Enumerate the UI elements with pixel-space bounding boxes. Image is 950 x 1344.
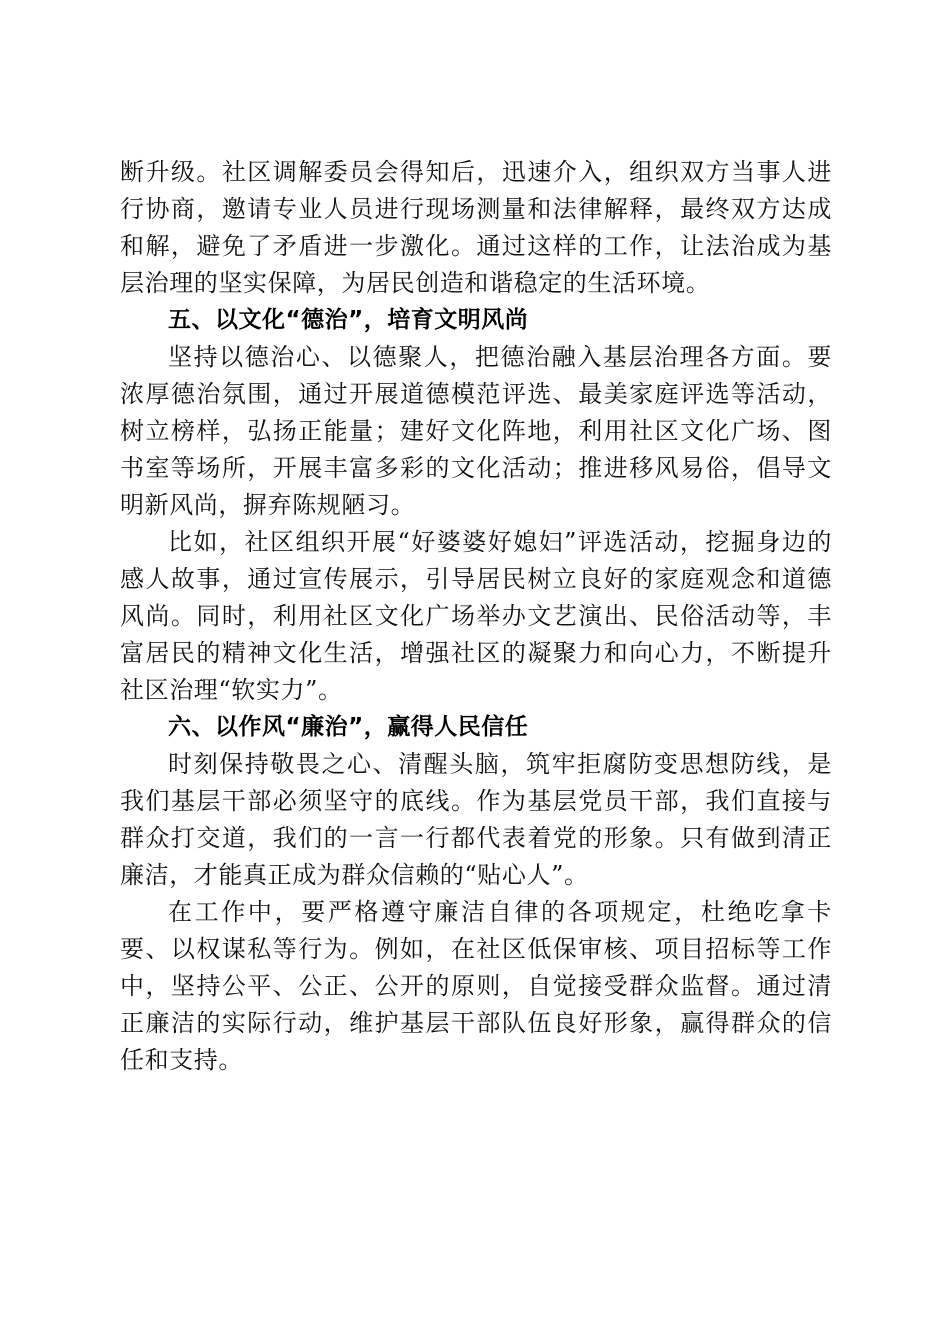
paragraph-5-2: 比如，社区组织开展“好婆婆好媳妇”评选活动，挖掘身边的感人故事，通过宣传展示，引导居民树立良好的家庭观念和道德风尚。同时，利用社区文化广场举办文艺演出、民俗活动等，丰富居民的精神文化生活，增强社区的凝聚力和向心力，不断提升社区治理“软实力”。 <box>120 528 832 704</box>
paragraph-6-2: 在工作中，要严格遵守廉洁自律的各项规定，杜绝吃拿卡要、以权谋私等行为。例如，在社区低保审核、项目招标等工作中，坚持公平、公正、公开的原则，自觉接受群众监督。通过清正廉洁的实际行动，维护基层干部队伍良好形象，赢得群众的信任和支持。 <box>120 898 832 1074</box>
section-heading-6: 六、以作风“廉治”，赢得人民信任 <box>168 714 529 740</box>
paragraph-6-1: 时刻保持敬畏之心、清醒头脑，筑牢拒腐防变思想防线，是我们基层干部必须坚守的底线。作为基层党员干部，我们直接与群众打交道，我们的一言一行都代表着党的形象。只有做到清正廉洁，才能真正成为群众信赖的“贴心人”。 <box>120 750 832 889</box>
paragraph-5-1: 坚持以德治心、以德聚人，把德治融入基层治理各方面。要浓厚德治氛围，通过开展道德模范评选、最美家庭评选等活动，树立榜样，弘扬正能量；建好文化阵地，利用社区文化广场、图书室等场所，开展丰富多彩的文化活动；推进移风易俗，倡导文明新风尚，摒弃陈规陋习。 <box>120 343 832 519</box>
paragraph-continued: 断升级。社区调解委员会得知后，迅速介入，组织双方当事人进行协商，邀请专业人员进行现场测量和法律解释，最终双方达成和解，避免了矛盾进一步激化。通过这样的工作，让法治成为基层治理的坚实保障，为居民创造和谐稳定的生活环境。 <box>120 158 832 297</box>
document-body <box>120 154 832 1079</box>
section-heading-5: 五、以文化“德治”，培育文明风尚 <box>168 307 529 333</box>
